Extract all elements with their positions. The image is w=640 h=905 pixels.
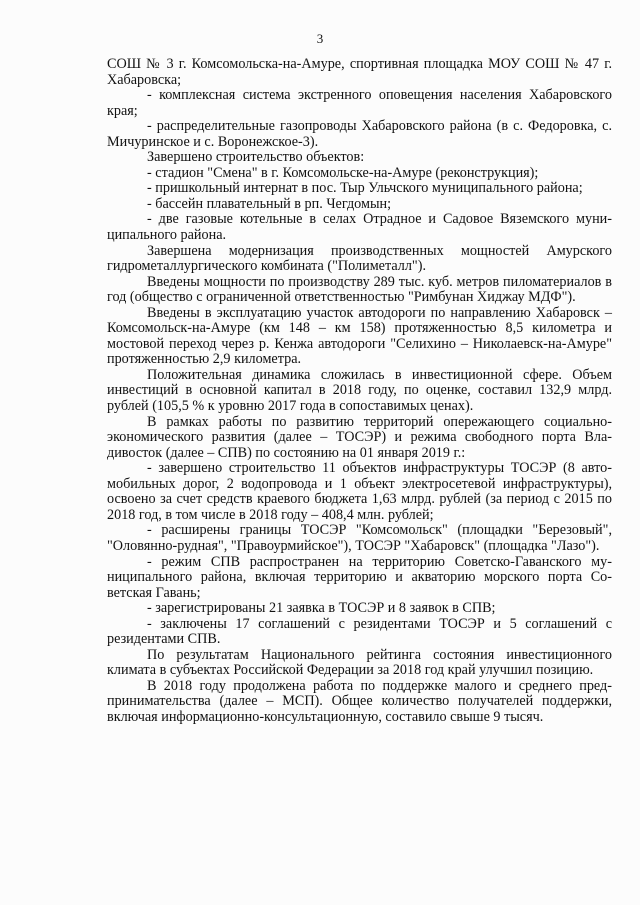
paragraph: В 2018 году продолжена работа по поддержке малого и среднего предпринимательства (далее – МСП). Общее количество получателей поддержки, включая информационно-консультационную, составило свыше 9 тысяч. [107, 677, 612, 725]
paragraph: СОШ № 3 г. Комсомольска-на-Амуре, спортивная площадка МОУ СОШ № 47 г. Хабаровска; [107, 56, 612, 88]
paragraph: В рамках работы по развитию территорий опережающего социально-экономического развития (далее – ТОСЭР) и режима свободного порта Владивосток (далее – СПВ) по состоянию на 01 января 2019 г.: [107, 413, 612, 461]
paragraph: - расширены границы ТОСЭР "Комсомольск" (площадки "Березовый", "Оловянно-рудная", "Правоурмийское"), ТОСЭР "Хабаровск" (площадка "Лазо"). [107, 522, 612, 554]
paragraph: - завершено строительство 11 объектов инфраструктуры ТОСЭР (8 автомобильных дорог, 2 водопровода и 1 объект электросетевой инфраструктуры), освоено за счет средств краевого бюджета 1,63 млрд. рублей (за период с 2015 по 2018 год, в том числе в 2018 году – 408,4 млн. рублей; [107, 460, 612, 523]
paragraph: По результатам Национального рейтинга состояния инвестиционного климата в субъектах Российской Федерации за 2018 год край улучшил позицию. [107, 646, 612, 679]
paragraph: - пришкольный интернат в пос. Тыр Ульчского муниципального района; [147, 180, 583, 197]
page-number: 3 [316, 31, 324, 46]
paragraph: - зарегистрированы 21 заявка в ТОСЭР и 8 заявок в СПВ; [147, 600, 496, 617]
paragraph: Введены в эксплуатацию участок автодороги по направлению Хабаровск – Комсомольск-на-Амуре (км 148 – км 158) протяженностью 8,5 километра и мостовой переход через р. Кенжа автодороги "Селихино – Николаевск-на-Амуре" протяженностью 2,9 километра. [107, 304, 612, 368]
paragraph: Введены мощности по производству 289 тыс. куб. метров пиломатериалов в год (общество с ограниченной ответственностью "Римбунан Хиджау МДФ"). [107, 273, 612, 306]
paragraph: - режим СПВ распространен на территорию Советско-Гаванского муниципального района, включая территорию и акваторию морского порта Советская Гавань; [107, 553, 612, 601]
paragraph: Завершена модернизация производственных мощностей Амурского гидрометаллургического комбината ("Полиметалл"). [107, 242, 612, 275]
paragraph: - комплексная система экстренного оповещения населения Хабаровского края; [107, 87, 612, 119]
paragraph: - заключены 17 соглашений с резидентами ТОСЭР и 5 соглашений с резидентами СПВ. [107, 615, 612, 648]
paragraph: - распределительные газопроводы Хабаровского района (в с. Федоровка, с. Мичуринское и с. Воронежское-3). [107, 118, 612, 150]
paragraph: - стадион "Смена" в г. Комсомольске-на-Амуре (реконструкция); [147, 164, 539, 181]
paragraph: - две газовые котельные в селах Отрадное и Садовое Вяземского муниципального района. [107, 211, 612, 244]
paragraph: Положительная динамика сложилась в инвестиционной сфере. Объем инвестиций в основной капитал в 2018 году, по оценке, составил 132,9 млрд. рублей (105,5 % к уровню 2017 года в сопоставимых ценах). [107, 366, 612, 415]
paragraph: - бассейн плавательный в рп. Чегдомын; [147, 195, 392, 212]
document-body [107, 57, 612, 726]
paragraph: Завершено строительство объектов: [147, 149, 365, 166]
